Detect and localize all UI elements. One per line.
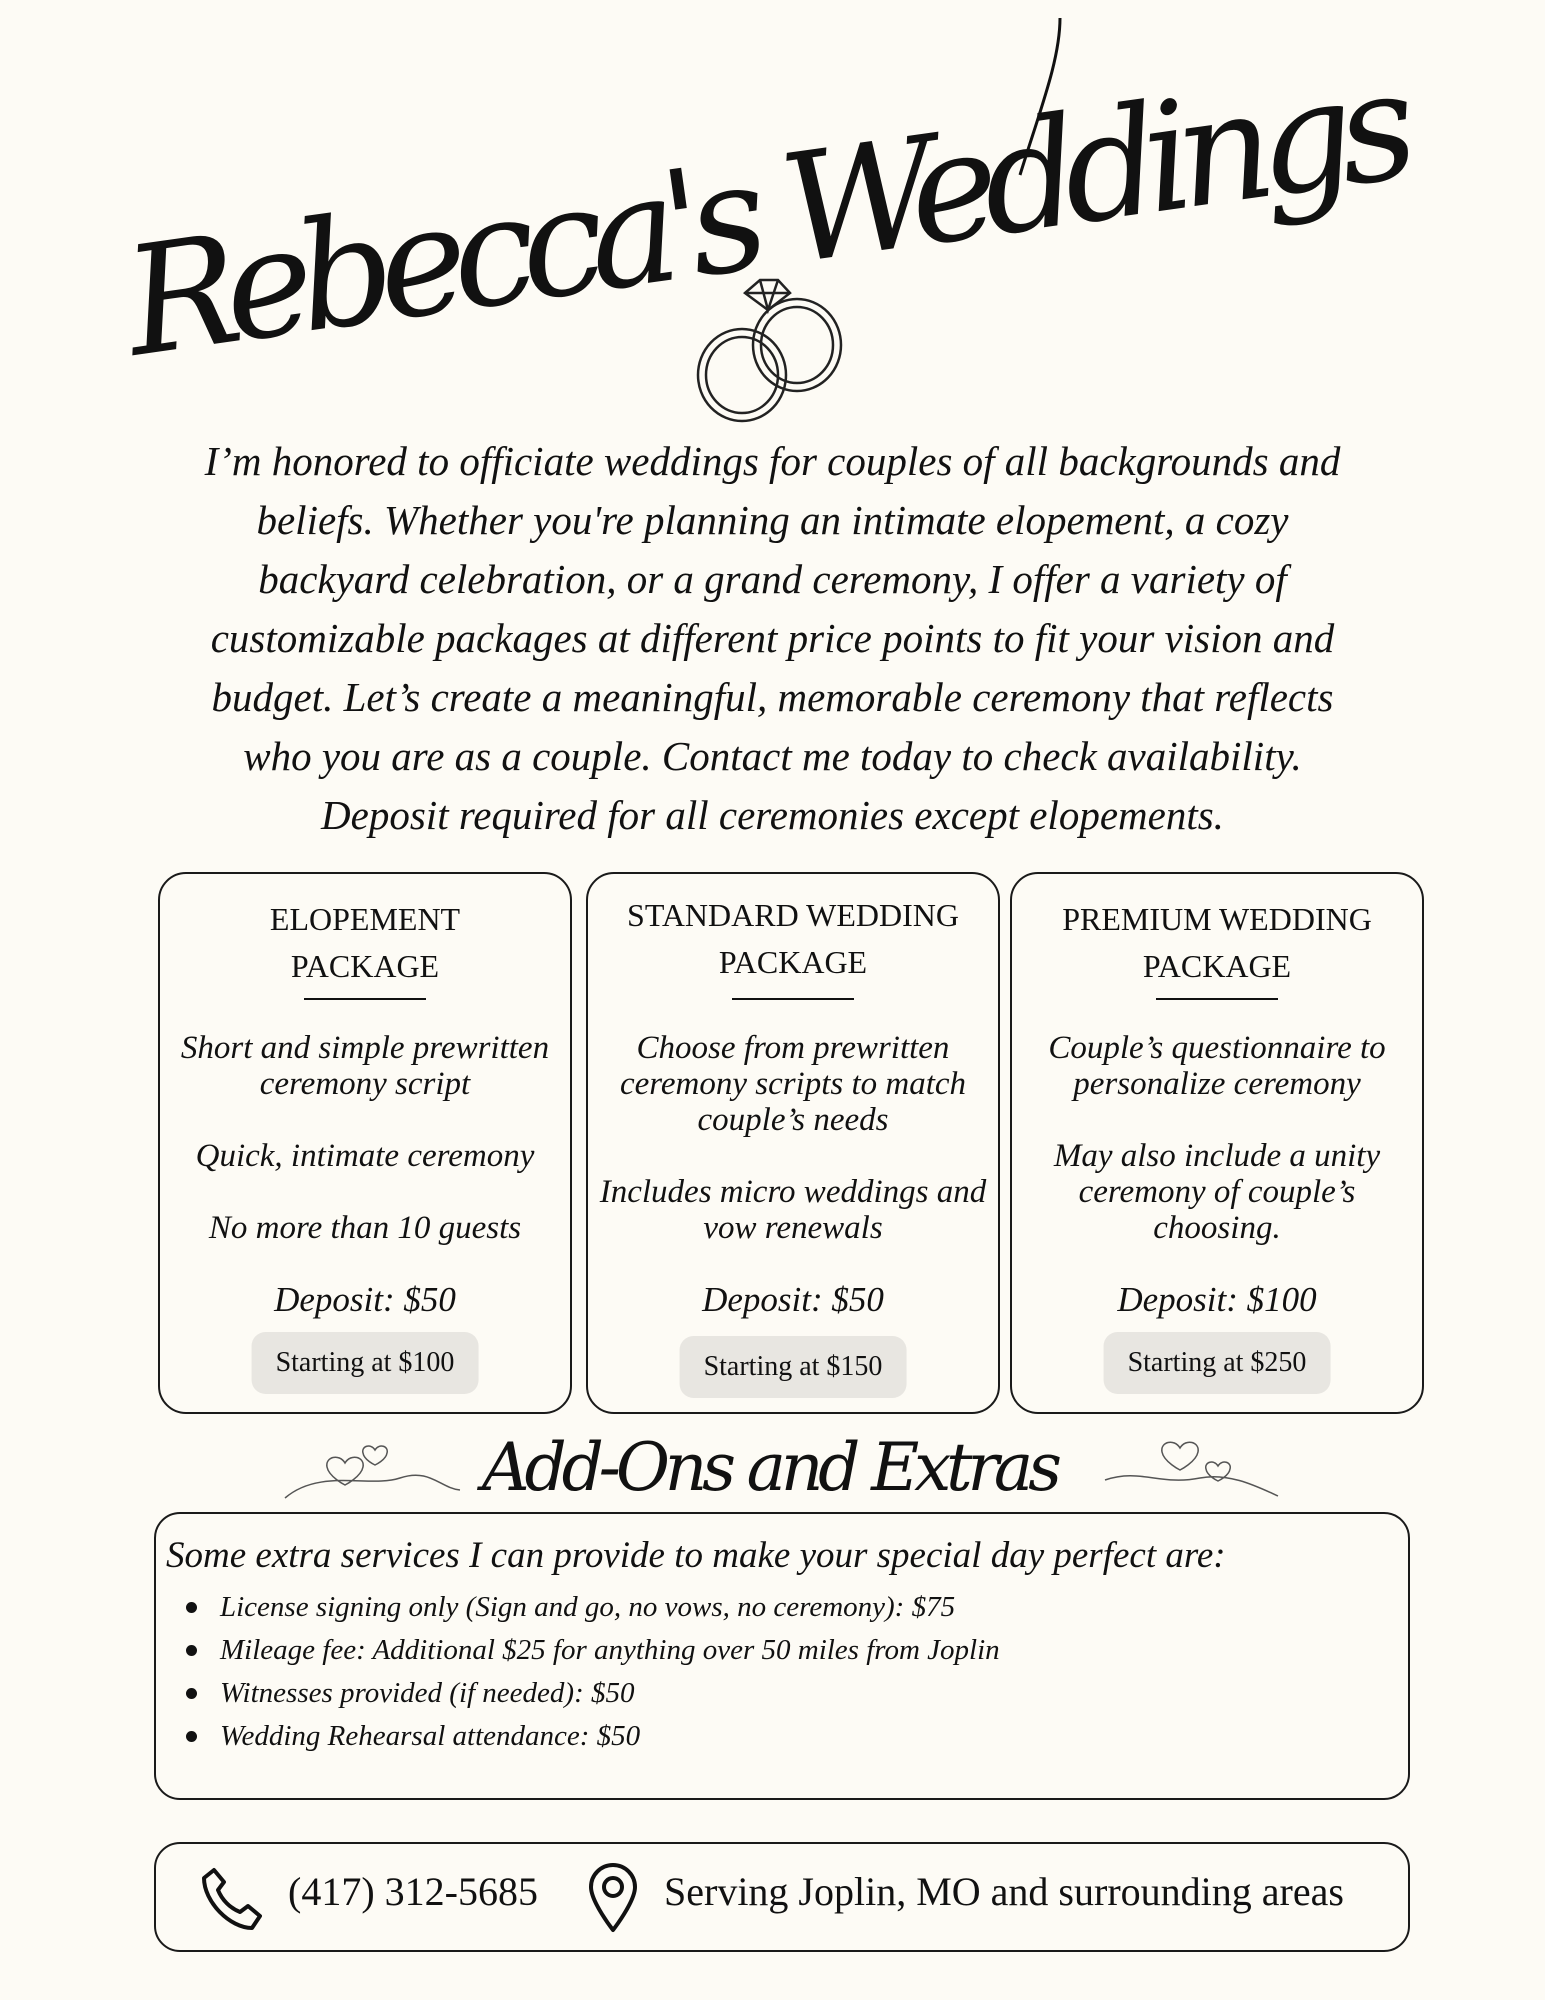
extras-box	[154, 1512, 1410, 1800]
package-deposit: Deposit: $100	[1117, 1280, 1317, 1319]
package-title-line2: PACKAGE	[718, 944, 868, 980]
package-title-line2: PACKAGE	[1142, 948, 1292, 984]
list-item: Witnesses provided (if needed): $50	[156, 1672, 1000, 1715]
addons-heading: Add-Ons and Extras	[482, 1429, 1062, 1506]
package-feature: No more than 10 guests	[208, 1210, 522, 1246]
elopement-price-button[interactable]: Starting at $100	[252, 1332, 479, 1394]
package-title-line1: PREMIUM WEDDING	[1062, 901, 1372, 937]
location-pin-icon	[586, 1862, 640, 1934]
extras-list	[156, 1586, 1000, 1758]
contact-box	[154, 1842, 1410, 1952]
page-title: Rebecca's Weddings	[115, 37, 1427, 391]
elopement-package-card	[158, 872, 572, 1414]
package-title-line1: ELOPEMENT	[269, 901, 461, 937]
premium-price-button[interactable]: Starting at $250	[1104, 1332, 1331, 1394]
package-title-line2: PACKAGE	[290, 948, 440, 984]
package-feature: Couple’s questionnaire to personalize ceremony	[1048, 1030, 1386, 1102]
service-area: Serving Joplin, MO and surrounding areas	[664, 1869, 1344, 1914]
heart-flourish-icon	[1105, 1442, 1278, 1496]
addons-heading-block	[0, 1408, 1545, 1518]
list-item: Wedding Rehearsal attendance: $50	[156, 1715, 1000, 1758]
list-item: License signing only (Sign and go, no vows, no ceremony): $75	[156, 1586, 1000, 1629]
package-deposit: Deposit: $50	[702, 1280, 884, 1319]
title-divider	[304, 998, 426, 1000]
phone-icon	[200, 1866, 262, 1932]
standard-price-button[interactable]: Starting at $150	[680, 1336, 907, 1398]
heart-flourish-icon	[285, 1446, 460, 1498]
extras-intro: Some extra services I can provide to make your special day perfect are:	[166, 1535, 1226, 1576]
package-title-line1: STANDARD WEDDING	[627, 897, 959, 933]
package-feature: Includes micro weddings and vow renewals	[599, 1174, 987, 1246]
package-feature: May also include a unity ceremony of couple’s choosing.	[1053, 1138, 1381, 1246]
list-item: Mileage fee: Additional $25 for anything over 50 miles from Joplin	[156, 1629, 1000, 1672]
standard-package-card	[586, 872, 1000, 1414]
phone-number[interactable]: (417) 312-5685	[288, 1869, 538, 1914]
package-feature: Short and simple prewritten ceremony script	[180, 1030, 550, 1102]
intro-paragraph: I’m honored to officiate weddings for couples of all backgrounds and beliefs. Whether you're planning an intimate elopement, a cozy backyard celebration, or a grand ceremony, I offer a variety of customizable packages at different price points to fit your vision and budget. Let’s create a meaningful, memorable ceremony that reflects who you are as a couple. Contact me today to check availability. Deposit required for all ceremonies except elopements.	[204, 438, 1341, 838]
package-deposit: Deposit: $50	[274, 1280, 456, 1319]
title-divider	[1156, 998, 1278, 1000]
title-divider	[732, 998, 854, 1000]
package-feature: Quick, intimate ceremony	[195, 1138, 535, 1174]
package-feature: Choose from prewritten ceremony scripts to match couple’s needs	[619, 1030, 967, 1138]
title-lettering	[0, 0, 1545, 430]
premium-package-card	[1010, 872, 1424, 1414]
